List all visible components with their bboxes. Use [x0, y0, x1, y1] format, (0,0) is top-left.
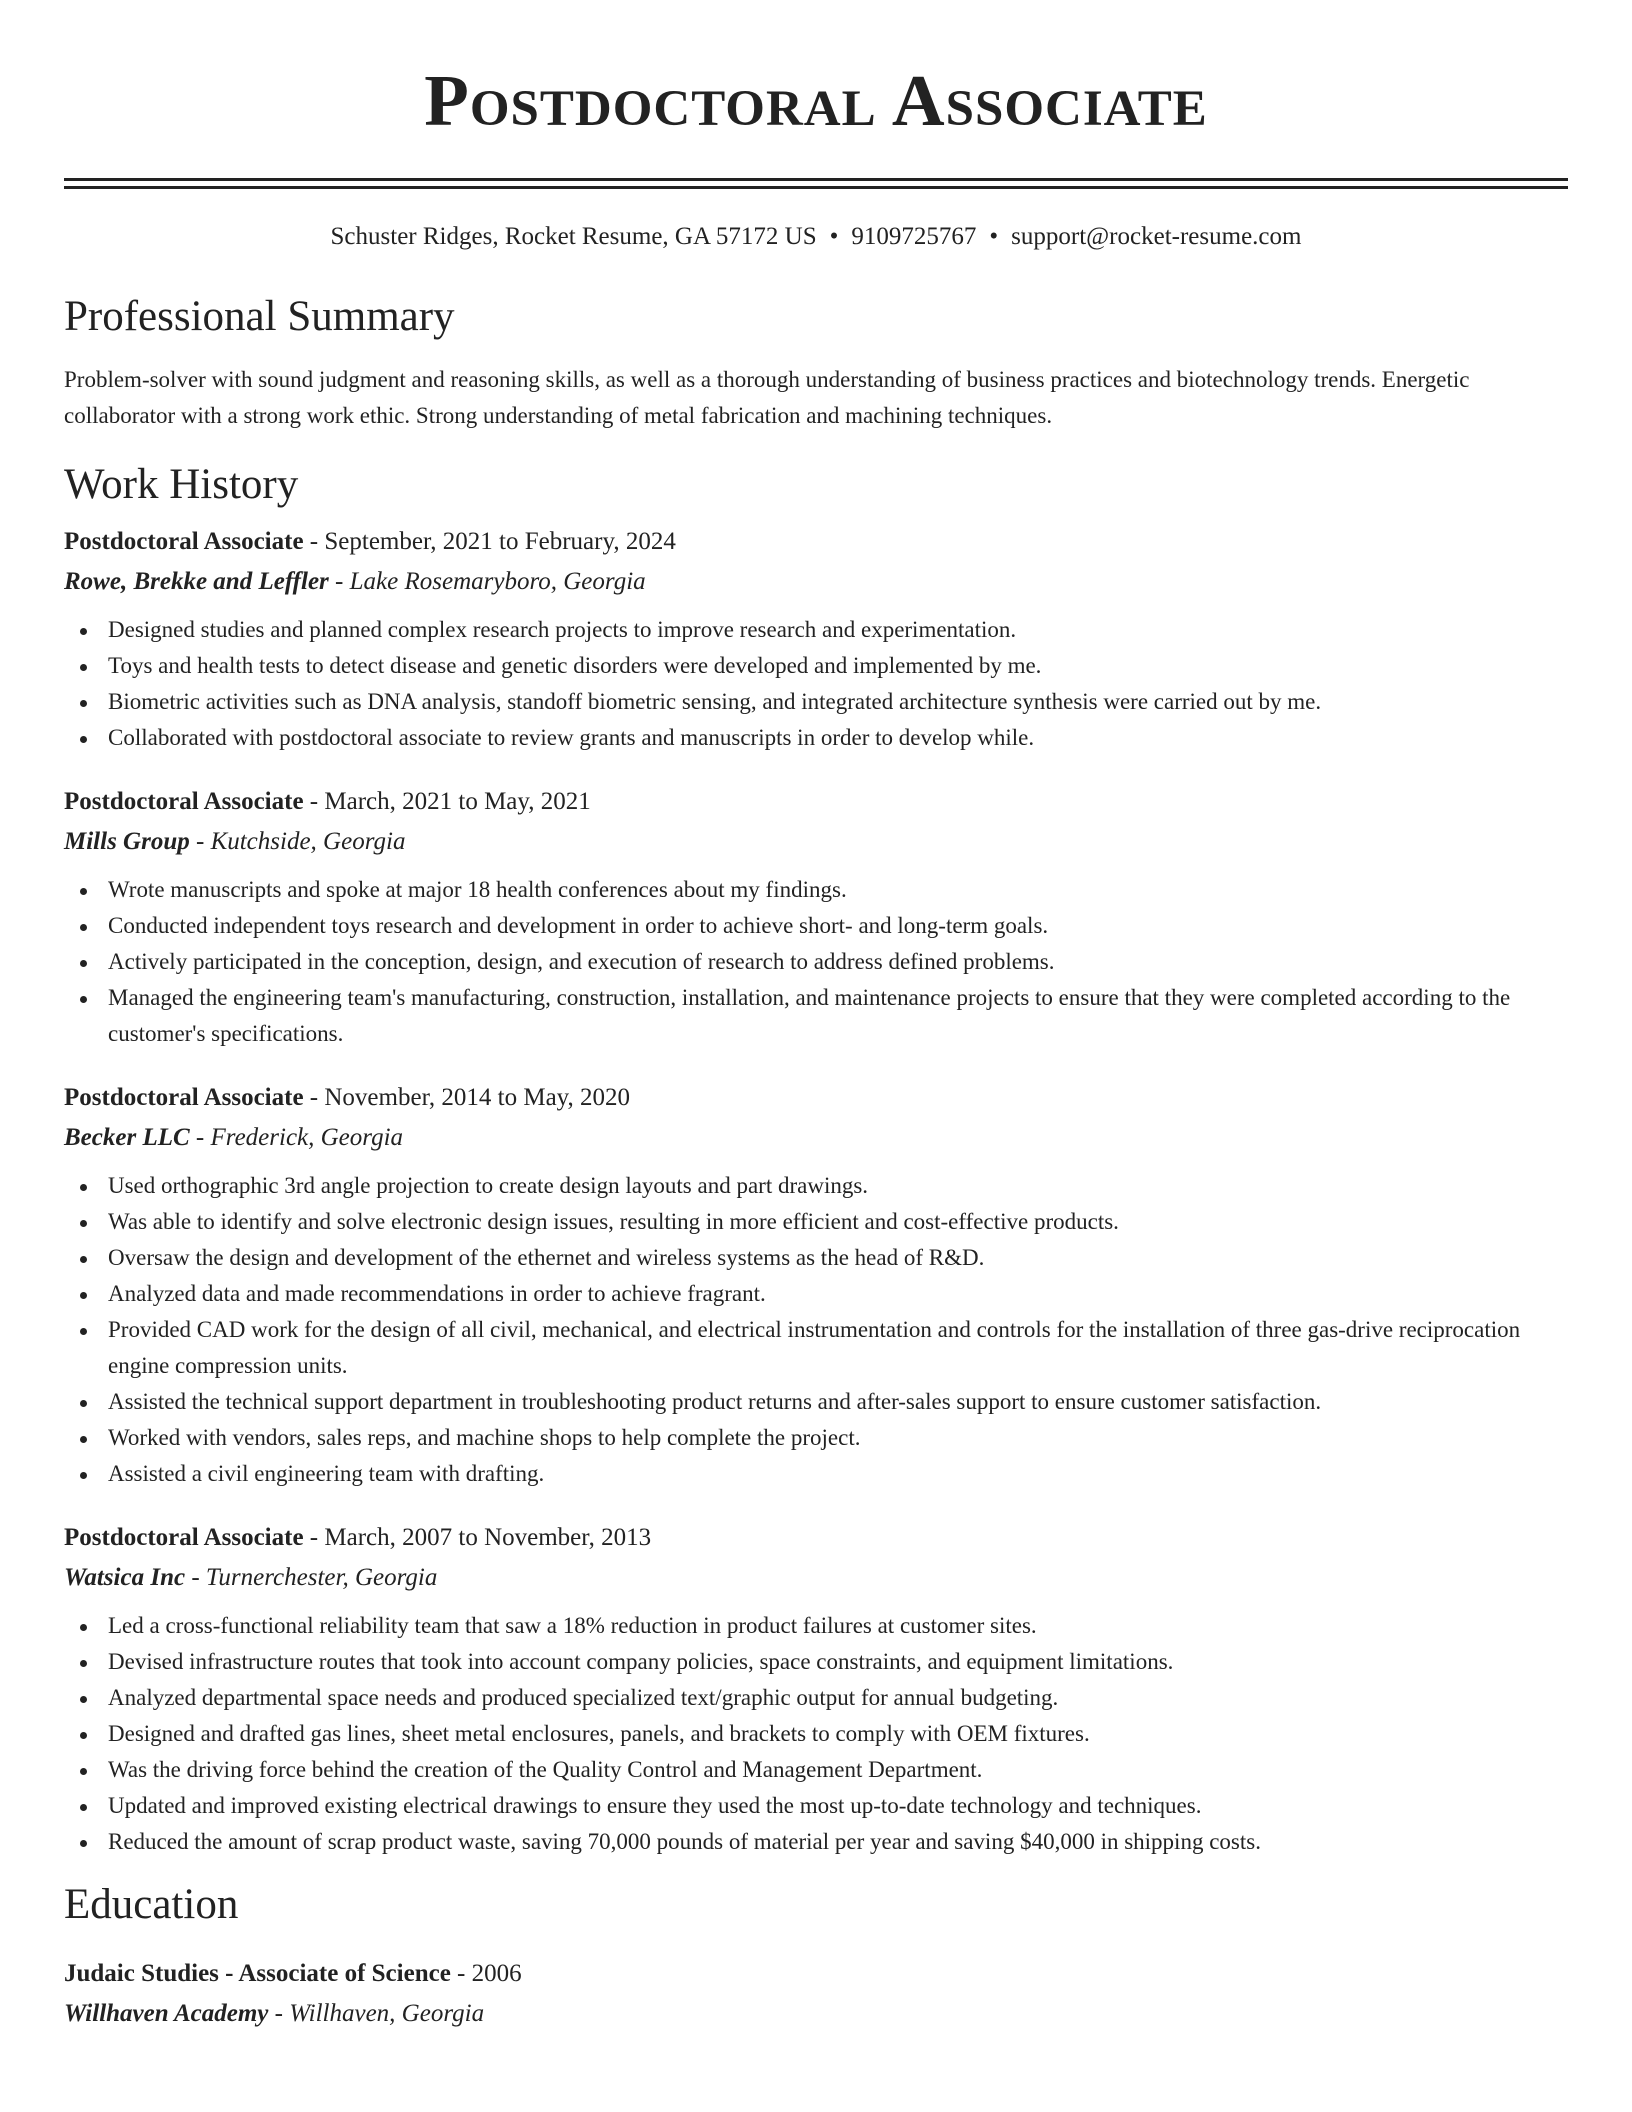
title-double-rule [64, 178, 1568, 189]
job-bullet: Wrote manuscripts and spoke at major 18 health conferences about my findings. [64, 872, 1568, 908]
job-bullet: Assisted a civil engineering team with drafting. [64, 1456, 1568, 1492]
summary-heading: Professional Summary [64, 293, 455, 340]
contact-separator: • [989, 223, 999, 250]
job-dash: - [303, 1084, 325, 1111]
job-bullet: Oversaw the design and development of the ethernet and wireless systems as the head of R&D. [64, 1240, 1568, 1276]
contact-phone: 9109725767 [851, 223, 977, 250]
job-role: Postdoctoral Associate [64, 1084, 304, 1111]
job-entry [64, 524, 1568, 756]
job-location: Turnerchester, Georgia [205, 1564, 438, 1591]
contact-email: support@rocket-resume.com [1011, 223, 1302, 250]
contact-address: Schuster Ridges, Rocket Resume, GA 57172 US [330, 223, 817, 250]
job-company: Mills Group [64, 828, 190, 855]
education-degree: Judaic Studies - Associate of Science [64, 1960, 451, 1987]
education-year: 2006 [471, 1960, 522, 1987]
job-bullet-list [64, 872, 1568, 1052]
job-dash: - [185, 1564, 206, 1591]
job-title-line [64, 784, 1568, 820]
job-bullet: Designed and drafted gas lines, sheet metal enclosures, panels, and brackets to comply with OEM fixtures. [64, 1716, 1568, 1752]
job-dash: - [303, 788, 325, 815]
job-company: Watsica Inc [64, 1564, 186, 1591]
job-location: Frederick, Georgia [210, 1124, 404, 1151]
education-location: Willhaven, Georgia [289, 2000, 485, 2027]
education-dash: - [450, 1960, 472, 1987]
job-bullet: Worked with vendors, sales reps, and machine shops to help complete the project. [64, 1420, 1568, 1456]
contact-separator: • [829, 223, 839, 250]
job-bullet: Led a cross-functional reliability team that saw a 18% reduction in product failures at customer sites. [64, 1608, 1568, 1644]
job-dash: - [303, 528, 325, 555]
job-bullet: Conducted independent toys research and development in order to achieve short- and long-term goals. [64, 908, 1568, 944]
education-list [64, 1956, 1568, 2032]
job-bullet: Was able to identify and solve electronic design issues, resulting in more efficient and cost-effective products. [64, 1204, 1568, 1240]
employer-line [64, 824, 1568, 860]
job-bullet: Managed the engineering team's manufacturing, construction, installation, and maintenance projects to ensure that they were completed according to the customer's specifications. [64, 980, 1568, 1052]
job-bullet: Collaborated with postdoctoral associate to review grants and manuscripts in order to develop while. [64, 720, 1568, 756]
job-bullet: Toys and health tests to detect disease and genetic disorders were developed and implemented by me. [64, 648, 1568, 684]
resume-title: Postdoctoral Associate [424, 60, 1208, 141]
job-company: Becker LLC [64, 1124, 190, 1151]
job-dates: March, 2007 to November, 2013 [324, 1524, 652, 1551]
job-bullet: Used orthographic 3rd angle projection to create design layouts and part drawings. [64, 1168, 1568, 1204]
education-entry [64, 1956, 1568, 2032]
employer-line [64, 564, 1568, 600]
job-entry [64, 784, 1568, 1052]
job-bullet: Reduced the amount of scrap product waste, saving 70,000 pounds of material per year and saving $40,000 in shipping costs. [64, 1824, 1568, 1860]
contact-line [64, 220, 1568, 254]
education-dash: - [268, 2000, 290, 2027]
education-title-line [64, 1956, 1568, 1992]
job-bullet-list [64, 1608, 1568, 1860]
summary-text: Problem-solver with sound judgment and reasoning skills, as well as a thorough understanding of business practices and biotechnology trends. Energetic collaborator with a strong work ethic. Strong understanding of metal fabrication and machining techniques. [64, 367, 1470, 428]
job-dash: - [189, 828, 211, 855]
job-bullet: Designed studies and planned complex research projects to improve research and experimentation. [64, 612, 1568, 648]
job-bullet: Assisted the technical support department in troubleshooting product returns and after-sales support to ensure customer satisfaction. [64, 1384, 1568, 1420]
job-dash: - [189, 1124, 211, 1151]
job-bullet: Devised infrastructure routes that took into account company policies, space constraints, and equipment limitations. [64, 1644, 1568, 1680]
job-dash: - [303, 1524, 325, 1551]
job-bullet: Updated and improved existing electrical drawings to ensure they used the most up-to-date technology and techniques. [64, 1788, 1568, 1824]
job-title-line [64, 1520, 1568, 1556]
job-bullet: Was the driving force behind the creation of the Quality Control and Management Department. [64, 1752, 1568, 1788]
job-bullet: Analyzed data and made recommendations in order to achieve fragrant. [64, 1276, 1568, 1312]
job-dates: September, 2021 to February, 2024 [324, 528, 676, 555]
job-role: Postdoctoral Associate [64, 1524, 304, 1551]
job-bullet: Analyzed departmental space needs and produced specialized text/graphic output for annual budgeting. [64, 1680, 1568, 1716]
job-dates: March, 2021 to May, 2021 [324, 788, 591, 815]
education-heading: Education [64, 1881, 239, 1928]
education-school-line [64, 1996, 1568, 2032]
work-history-heading: Work History [64, 461, 299, 508]
job-dash: - [328, 568, 350, 595]
job-title-line [64, 524, 1568, 560]
job-bullet-list [64, 612, 1568, 756]
job-dates: November, 2014 to May, 2020 [324, 1084, 631, 1111]
employer-line [64, 1120, 1568, 1156]
job-location: Lake Rosemaryboro, Georgia [349, 568, 646, 595]
job-bullet: Biometric activities such as DNA analysis, standoff biometric sensing, and integrated architecture synthesis were carried out by me. [64, 684, 1568, 720]
job-role: Postdoctoral Associate [64, 788, 304, 815]
job-bullet-list [64, 1168, 1568, 1492]
job-title-line [64, 1080, 1568, 1116]
job-bullet: Provided CAD work for the design of all civil, mechanical, and electrical instrumentation and controls for the installation of three gas-drive reciprocation engine compression units. [64, 1312, 1568, 1384]
job-bullet: Actively participated in the conception, design, and execution of research to address defined problems. [64, 944, 1568, 980]
job-role: Postdoctoral Associate [64, 528, 304, 555]
education-school: Willhaven Academy [64, 2000, 269, 2027]
employer-line [64, 1560, 1568, 1596]
job-entry [64, 1080, 1568, 1492]
work-history-list [64, 524, 1568, 1860]
job-location: Kutchside, Georgia [210, 828, 406, 855]
job-company: Rowe, Brekke and Leffler [64, 568, 329, 595]
job-entry [64, 1520, 1568, 1860]
